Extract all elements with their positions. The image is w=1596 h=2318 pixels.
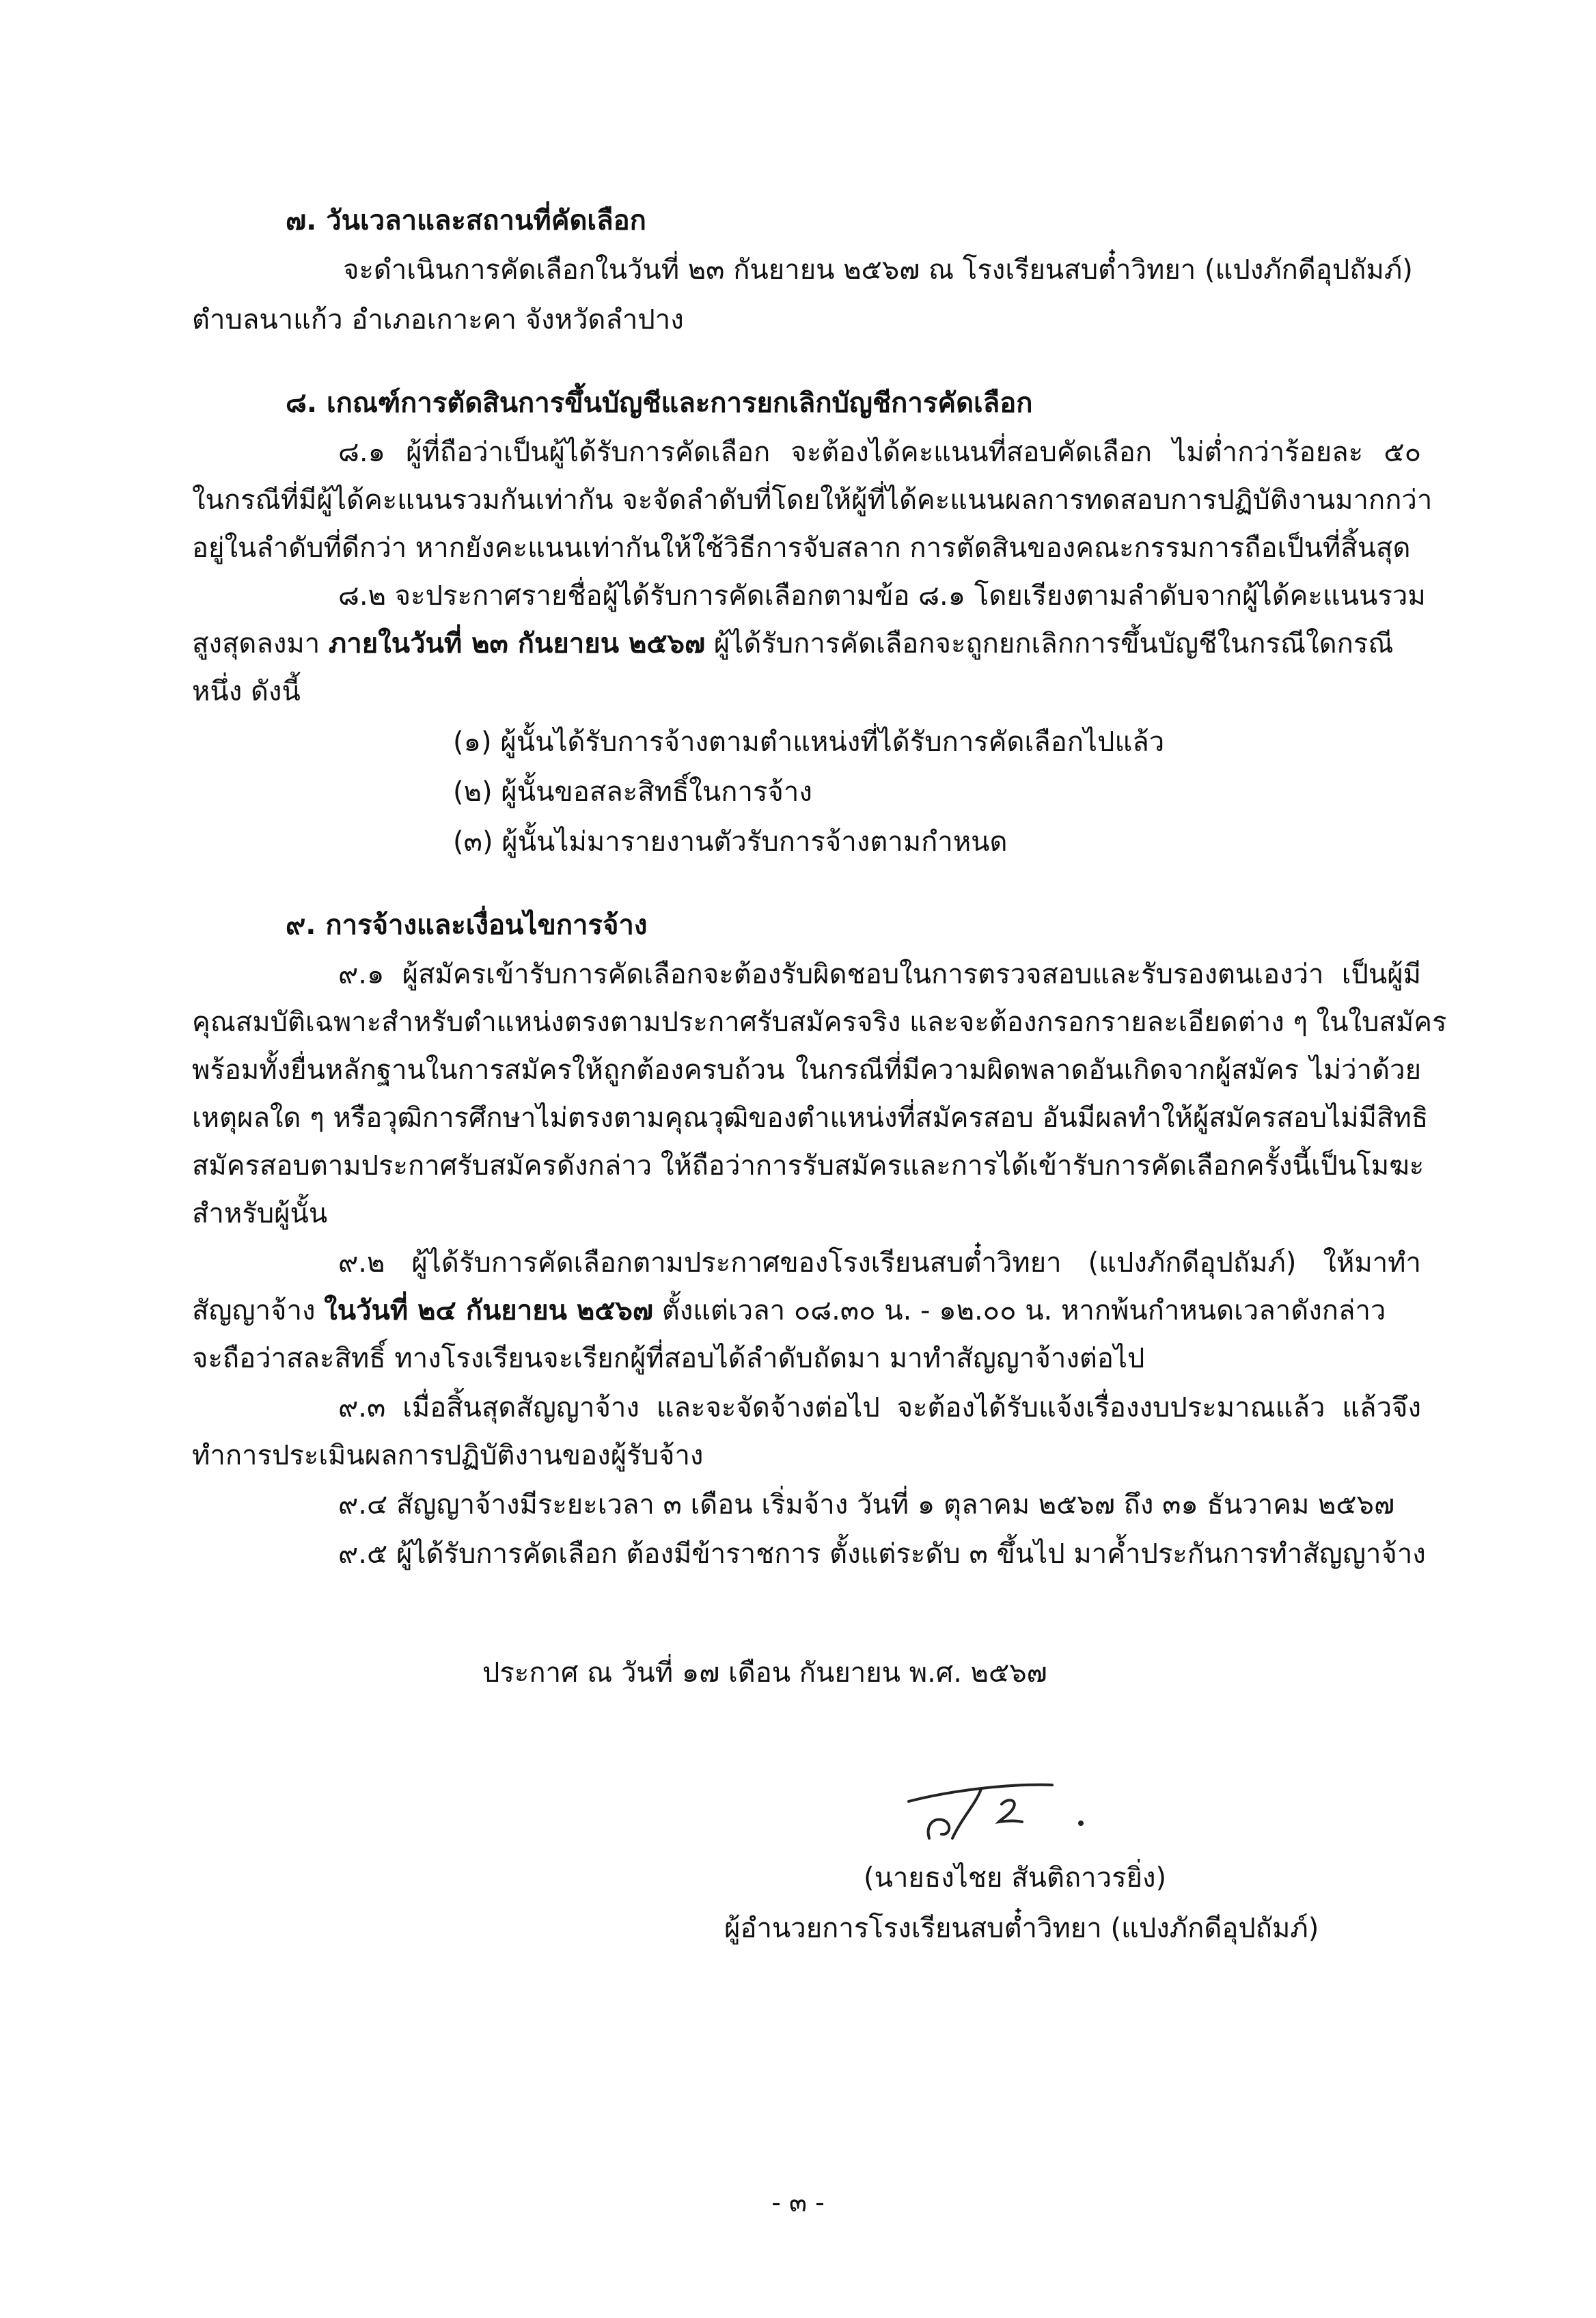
section-8-1-line-2: ในกรณีที่มีผู้ได้คะแนนรวมกันเท่ากัน จะจัดลำดับที่โดยให้ผู้ที่ได้คะแนนผลการทดสอบการปฏิบัติงานมากกว่า [192, 485, 1433, 516]
section-8-2-deadline: ภายในวันที่ ๒๓ กันยายน ๒๕๖๗ [328, 628, 706, 659]
section-9-1-line: สำหรับผู้นั้น [192, 1198, 328, 1229]
section-7-heading: ๗. วันเวลาและสถานที่คัดเลือก [286, 205, 646, 236]
section-8-2-line-2-text-a: สูงสุดลงมา [192, 628, 329, 659]
section-9-1-line: สมัครสอบตามประกาศรับสมัครดังกล่าว ให้ถือว่าการรับสมัครและการได้เข้ารับการคัดเลือกครั้งนี้เป็นโมฆะ [192, 1150, 1425, 1182]
section-7-line-2: ตำบลนาแก้ว อำเภอเกาะคา จังหวัดลำปาง [192, 304, 684, 336]
section-8-1-line-3: อยู่ในลำดับที่ดีกว่า หากยังคะแนนเท่ากันให้ใช้วิธีการจับสลาก การตัดสินของคณะกรรมการถือเป็นที่สิ้นสุด [192, 532, 1411, 564]
section-9-2-line-3: จะถือว่าสละสิทธิ์ ทางโรงเรียนจะเรียกผู้ที่สอบได้ลำดับถัดมา มาทำสัญญาจ้างต่อไป [192, 1343, 1145, 1374]
section-9-4: ๙.๔ สัญญาจ้างมีระยะเวลา ๓ เดือน เริ่มจ้าง วันที่ ๑ ตุลาคม ๒๕๖๗ ถึง ๓๑ ธันวาคม ๒๕๖๗ [338, 1489, 1395, 1521]
section-9-2-line-2-text-b: ตั้งแต่เวลา ๐๘.๓๐ น. - ๑๒.๐๐ น. หากพ้นกำหนดเวลาดังกล่าว [653, 1295, 1386, 1326]
signer-name: (นายธงไชย สันติถาวรยิ่ง) [864, 1862, 1167, 1894]
section-7-line-1: จะดำเนินการคัดเลือกในวันที่ ๒๓ กันยายน ๒๕๖๗ ณ โรงเรียนสบต๋ำวิทยา (แปงภักดีอุปถัมภ์) [343, 254, 1413, 286]
section-9-5: ๙.๕ ผู้ได้รับการคัดเลือก ต้องมีข้าราชการ ตั้งแต่ระดับ ๓ ขึ้นไป มาค้ำประกันการทำสัญญาจ้าง [338, 1538, 1426, 1570]
section-8-2-line-1: ๘.๒ จะประกาศรายชื่อผู้ได้รับการคัดเลือกตามข้อ ๘.๑ โดยเรียงตามลำดับจากผู้ได้คะแนนรวม [338, 580, 1426, 612]
section-9-2-line-2-text-a: สัญญาจ้าง [192, 1295, 325, 1326]
section-9-3-line-1: ๙.๓ เมื่อสิ้นสุดสัญญาจ้าง และจะจัดจ้างต่อไป จะต้องได้รับแจ้งเรื่องงบประมาณแล้ว แล้วจึง [338, 1392, 1421, 1423]
section-8-2-line-2-text-b: ผู้ได้รับการคัดเลือกจะถูกยกเลิกการขึ้นบัญชีในกรณีใดกรณี [705, 628, 1394, 659]
section-8-1-line-1: ๘.๑ ผู้ที่ถือว่าเป็นผู้ได้รับการคัดเลือก จะต้องได้คะแนนที่สอบคัดเลือก ไม่ต่ำกว่าร้อยละ ๕๐ [338, 437, 1421, 468]
section-9-2-line-1: ๙.๒ ผู้ได้รับการคัดเลือกตามประกาศของโรงเรียนสบต๋ำวิทยา (แปงภักดีอุปถัมภ์) ให้มาทำ [338, 1247, 1421, 1279]
section-9-1-line: พร้อมทั้งยื่นหลักฐานในการสมัครให้ถูกต้องครบถ้วน ในกรณีที่มีความผิดพลาดอันเกิดจากผู้สมัคร ไม่ว่าด้วย [192, 1054, 1421, 1086]
section-9-1-line: เหตุผลใด ๆ หรือวุฒิการศึกษาไม่ตรงตามคุณวุฒิของตำแหน่งที่สมัครสอบ อันมีผลทำให้ผู้สมัครสอบไม่มีสิทธิ [192, 1102, 1429, 1134]
section-9-3-line-2: ทำการประเมินผลการปฏิบัติงานของผู้รับจ้าง [192, 1440, 704, 1471]
section-8-2-line-2 [192, 625, 1393, 663]
signer-title: ผู้อำนวยการโรงเรียนสบต๋ำวิทยา (แปงภักดีอุปถัมภ์) [724, 1913, 1319, 1944]
list-item: (๑) ผู้นั้นได้รับการจ้างตามตำแหน่งที่ได้รับการคัดเลือกไปแล้ว [453, 726, 1165, 758]
section-9-2-line-2 [192, 1292, 1386, 1330]
list-item: (๒) ผู้นั้นขอสละสิทธิ์ในการจ้าง [453, 776, 812, 808]
page-number: - ๓ - [771, 2187, 825, 2218]
section-8-2-line-3: หนึ่ง ดังนี้ [192, 676, 301, 707]
section-8-heading: ๘. เกณฑ์การตัดสินการขึ้นบัญชีและการยกเลิกบัญชีการคัดเลือก [286, 387, 1033, 419]
section-9-heading: ๙. การจ้างและเงื่อนไขการจ้าง [286, 910, 648, 941]
section-9-1-line: คุณสมบัติเฉพาะสำหรับตำแหน่งตรงตามประกาศรับสมัครจริง และจะต้องกรอกรายละเอียดต่าง ๆ ในใบสมัคร [192, 1007, 1447, 1038]
announcement-date: ประกาศ ณ วันที่ ๑๗ เดือน กันยายน พ.ศ. ๒๕๖๗ [482, 1657, 1047, 1689]
list-item: (๓) ผู้นั้นไม่มารายงานตัวรับการจ้างตามกำหนด [453, 826, 1008, 858]
section-9-2-contract-date: ในวันที่ ๒๔ กันยายน ๒๕๖๗ [324, 1295, 654, 1326]
section-9-1-line: ๙.๑ ผู้สมัครเข้ารับการคัดเลือกจะต้องรับผิดชอบในการตรวจสอบและรับรองตนเองว่า เป็นผู้มี [338, 959, 1421, 990]
signature [881, 1756, 1168, 1845]
